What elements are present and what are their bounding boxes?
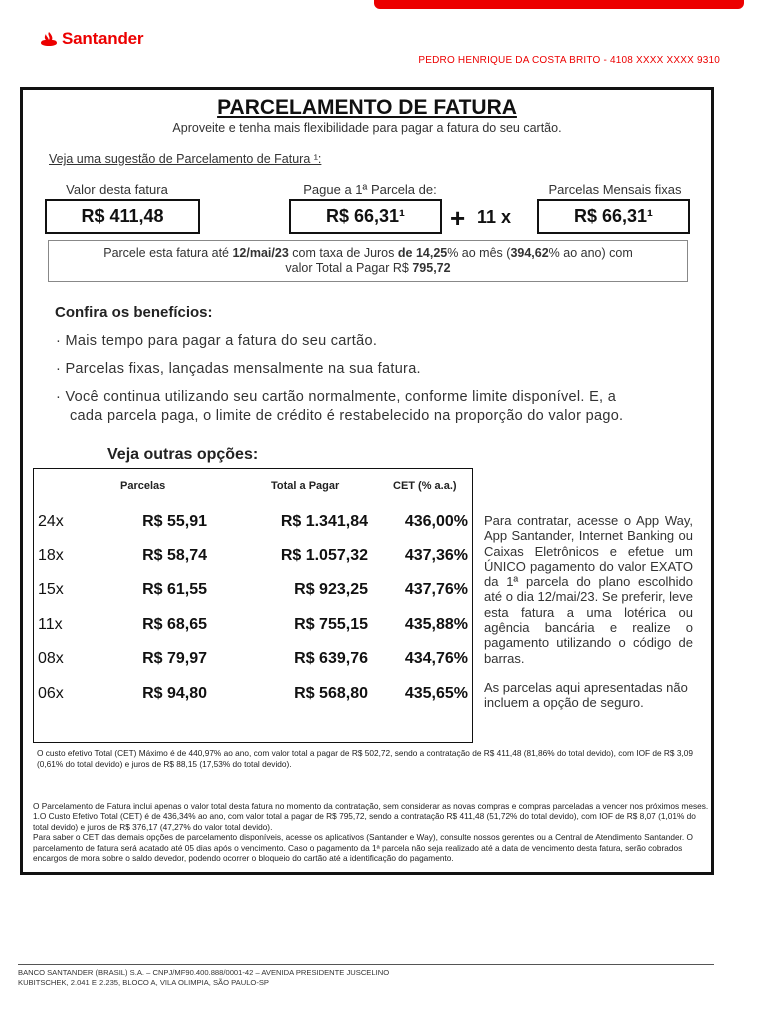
brand-name: Santander: [62, 29, 144, 48]
col-header-parcelas: Parcelas: [120, 480, 166, 492]
suggestion-heading: Veja uma sugestão de Parcelamento de Fatura ¹:: [49, 152, 322, 166]
installment-count: 11 x: [477, 207, 512, 227]
benefit-item: · Parcelas fixas, lançadas mensalmente na sua fatura.: [56, 361, 421, 377]
page-title: PARCELAMENTO DE FATURA: [217, 96, 517, 119]
invoice-value-box: [45, 199, 200, 234]
row-cet: 437,76%: [404, 581, 468, 598]
row-total: R$ 755,15: [294, 616, 368, 633]
first-installment-label: Pague a 1ª Parcela de:: [303, 182, 437, 197]
benefits-title: Confira os benefícios:: [55, 304, 213, 321]
due-date: 12/mai/23: [232, 246, 289, 260]
row-parcela: R$ 61,55: [142, 581, 207, 598]
col-header-total: Total a Pagar: [271, 480, 340, 492]
contract-instructions: Para contratar, acesse o App Way, App Santander, Internet Banking ou Caixas Eletrônicos e efetue um ÚNICO pagamento do valor EXATO da 1ª parcela do plano escolhido até o dia 12/mai/23. Se preferir, leve esta fatura a uma lotérica ou agência bancária e realize o pagamento utilizando o código de barras.: [484, 513, 693, 666]
col-header-cet: CET (% a.a.): [393, 480, 457, 492]
row-count: 24x: [38, 513, 64, 530]
legal-notes: [33, 801, 709, 863]
row-cet: 436,00%: [404, 513, 468, 530]
client-line: PEDRO HENRIQUE DA COSTA BRITO - 4108 XXXX XXXX 9310: [418, 55, 720, 66]
info-text: de: [397, 246, 413, 260]
benefit-item: · Mais tempo para pagar a fatura do seu cartão.: [56, 333, 378, 349]
legal-paragraph: O Parcelamento de Fatura inclui apenas o valor total desta fatura no momento da contratação, sem considerar as novas compras e compras parceladas a vencer nos próximos meses. 1.O Custo Efetivo Total (CET) é de 436,34% ao ano, com valor total a pagar de R$ 795,72, sendo a contratação R$ 411,48 (51,72% do total devido), com IOF de R$ 8,07 (1,01% do total devido) e juros de R$ 376,17 (47,27% do valor total devido).: [33, 801, 709, 832]
row-total: R$ 639,76: [294, 650, 368, 667]
first-installment-value: R$ 66,31¹: [325, 206, 406, 226]
row-parcela: R$ 94,80: [142, 685, 207, 702]
info-text: % ao mês (: [447, 246, 511, 260]
footer-line: BANCO SANTANDER (BRASIL) S.A. – CNPJ/MF90.400.888/0001-42 – AVENIDA PRESIDENTE JUSCELINO: [18, 968, 390, 977]
monthly-value-box: [537, 199, 690, 234]
row-total: R$ 568,80: [294, 685, 368, 702]
benefit-item: · Você continua utilizando seu cartão normalmente, conforme limite disponível. E, a: [56, 389, 617, 405]
cet-max-note: O custo efetivo Total (CET) Máximo é de 440,97% ao ano, com valor total a pagar de R$ 502,72, sendo a contratação de R$ 411,48 (81,86% do total devido), com IOF de R$ 3,09 (0,61% do total devido) e juros de R$ 88,15 (17,53% do total devido).: [37, 748, 693, 769]
row-count: 06x: [38, 685, 64, 702]
row-parcela: R$ 79,97: [142, 650, 207, 667]
footer-line: KUBITSCHEK, 2.041 E 2.235, BLOCO A, VILA OLIMPIA, SÃO PAULO-SP: [18, 978, 269, 987]
installment-info-box: [48, 240, 688, 282]
row-cet: 437,36%: [404, 547, 468, 564]
row-parcela: R$ 58,74: [142, 547, 207, 564]
info-text: Parcele esta fatura até: [103, 246, 233, 260]
row-count: 18x: [38, 547, 64, 564]
row-cet: 435,65%: [404, 685, 468, 702]
first-installment-box: [289, 199, 442, 234]
footer: [18, 968, 418, 988]
insurance-note: As parcelas aqui apresentadas não incluem a opção de seguro.: [484, 680, 688, 711]
info-text: valor Total a Pagar R$: [285, 261, 413, 275]
info-text: % ao ano) com: [548, 246, 633, 260]
row-parcela: R$ 55,91: [142, 513, 207, 530]
row-cet: 435,88%: [404, 616, 468, 633]
row-total: R$ 1.057,32: [280, 547, 368, 564]
total-to-pay: 795,72: [412, 261, 451, 275]
monthly-rate: 14,25: [415, 246, 448, 260]
row-count: 15x: [38, 581, 64, 598]
row-total: R$ 1.341,84: [280, 513, 368, 530]
yearly-rate: 394,62: [510, 246, 549, 260]
legal-paragraph: Para saber o CET das demais opções de parcelamento disponíveis, acesse os aplicativos (Santander e Way), consulte nossos gerentes ou a Central de Atendimento Santander. O parcelamento de fatura será acatado até 05 dias após o vencimento. Caso o pagamento da 1ª parcela não seja realizado até a data de vencimento desta fatura, serão cobrados encargos de mora sobre o saldo devedor, podendo ocorrer o bloqueio do cartão até a identificação do pagamento.: [33, 832, 693, 864]
invoice-value: R$ 411,48: [81, 206, 164, 226]
row-count: 11x: [38, 616, 63, 633]
invoice-label: Valor desta fatura: [66, 182, 168, 197]
monthly-label: Parcelas Mensais fixas: [548, 182, 682, 197]
row-parcela: R$ 68,65: [142, 616, 207, 633]
page-subtitle: Aproveite e tenha mais flexibilidade para pagar a fatura do seu cartão.: [172, 121, 562, 135]
row-count: 08x: [38, 650, 64, 667]
options-title: Veja outras opções:: [107, 446, 259, 463]
santander-logo: [40, 29, 143, 49]
row-total: R$ 923,25: [294, 581, 368, 598]
monthly-value: R$ 66,31¹: [573, 206, 654, 226]
plus-sign: +: [450, 203, 466, 233]
info-text: com taxa de Juros: [288, 246, 398, 260]
benefit-item: cada parcela paga, o limite de crédito é restabelecido na proporção do valor pago.: [70, 408, 624, 424]
row-cet: 434,76%: [404, 650, 468, 667]
top-red-bar: [374, 0, 744, 9]
footer-divider: [18, 964, 714, 965]
flame-icon: [40, 31, 58, 47]
